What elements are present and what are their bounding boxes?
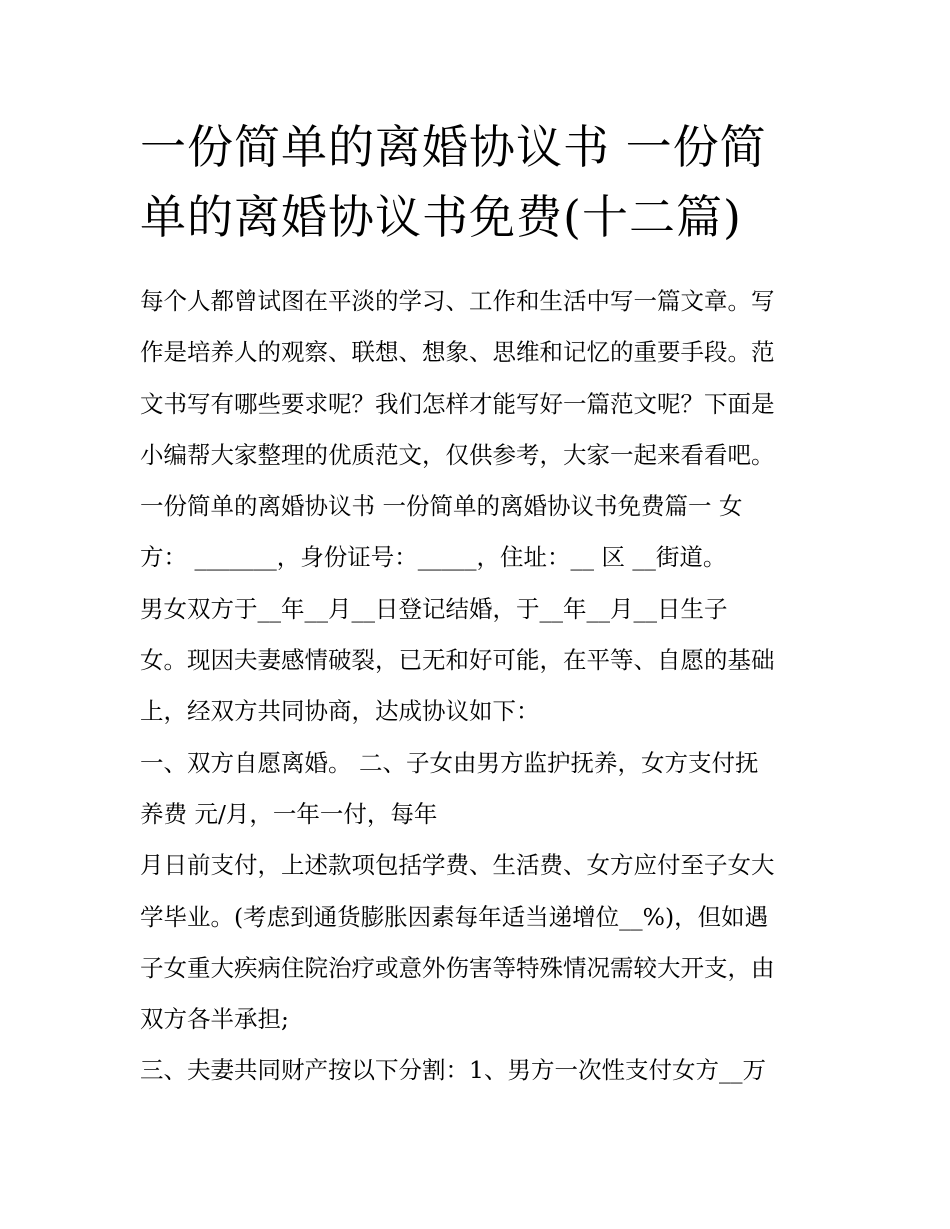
body-line: 一份简单的离婚协议书 一份简单的离婚协议书免费篇一 女 <box>140 492 743 521</box>
body-line: 子女重大疾病住院治疗或意外伤害等特殊情况需较大开支，由 <box>140 953 775 982</box>
body-line: 养费 元/月，一年一付，每年 <box>140 799 438 828</box>
body-line: 学毕业。(考虑到通货膨胀因素每年适当递增位__%)，但如遇 <box>140 902 769 931</box>
title-line-1: 一份简单的离婚协议书 一份简 <box>140 120 767 174</box>
body-line: 三、夫妻共同财产按以下分割：1、男方一次性支付女方__万 <box>140 1056 766 1085</box>
body-line: 月日前支付，上述款项包括学费、生活费、女方应付至子女大 <box>140 851 775 880</box>
body-line: 文书写有哪些要求呢？我们怎样才能写好一篇范文呢？下面是 <box>140 389 775 418</box>
body-line: 男女双方于__年__月__日登记结婚，于__年__月__日生子 <box>140 594 728 623</box>
body-line: 每个人都曾试图在平淡的学习、工作和生活中写一篇文章。写 <box>140 287 775 315</box>
body-line: 上，经双方共同协商，达成协议如下： <box>140 697 540 726</box>
body-line: 方： _______，身份证号：_____，住址：__ 区 __街道。 <box>140 543 727 572</box>
title-line-2: 单的离婚协议书免费(十二篇) <box>140 190 742 244</box>
document-title <box>140 112 820 252</box>
body-line: 一、双方自愿离婚。 二、子女由男方监护抚养，女方支付抚 <box>140 748 759 777</box>
body-line: 小编帮大家整理的优质范文，仅供参考，大家一起来看看吧。 <box>140 440 775 469</box>
body-line: 女。现因夫妻感情破裂，已无和好可能，在平等、自愿的基础 <box>140 646 775 675</box>
body-line: 作是培养人的观察、联想、想象、思维和记忆的重要手段。范 <box>140 338 775 367</box>
body-line: 双方各半承担; <box>140 1005 289 1034</box>
document-body <box>140 276 820 1097</box>
